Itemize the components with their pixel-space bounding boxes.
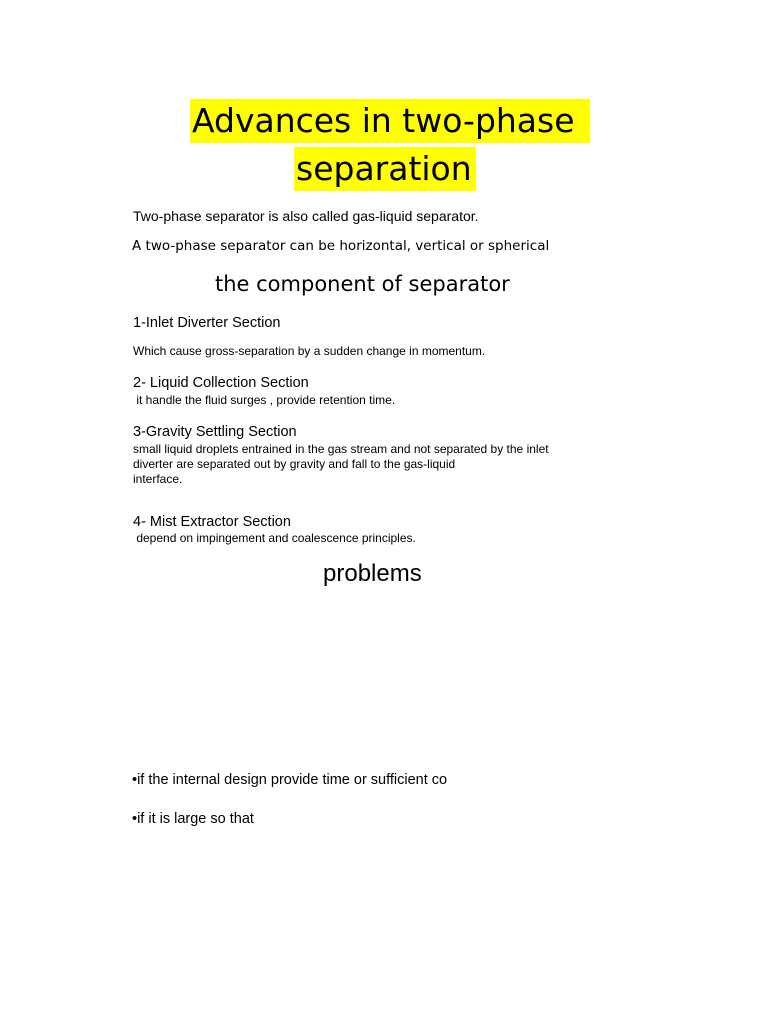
intro-paragraph-2: A two-phase separator can be horizontal, vertical or spherical	[132, 238, 550, 254]
section-2-text: it handle the fluid surges , provide retention time.	[133, 393, 396, 407]
section-1-heading: 1-Inlet Diverter Section	[133, 315, 281, 331]
section-3-text-line-3: interface.	[133, 472, 183, 486]
bullet-item-2: •if it is large so that	[132, 811, 254, 827]
components-heading: the component of separator	[215, 272, 510, 296]
section-4-heading: 4- Mist Extractor Section	[133, 514, 291, 530]
section-3-text-line-1: small liquid droplets entrained in the gas stream and not separated by the inlet	[133, 442, 549, 456]
bullet-item-1: •if the internal design provide time or sufficient co	[132, 772, 448, 788]
problems-heading: problems	[323, 560, 422, 587]
title-line-1: Advances in two-phase	[190, 99, 590, 143]
section-4-text: depend on impingement and coalescence principles.	[133, 531, 416, 545]
title-line-2: separation	[294, 147, 476, 191]
section-3-text-line-2: diverter are separated out by gravity and fall to the gas-liquid	[133, 457, 456, 471]
section-1-text: Which cause gross-separation by a sudden change in momentum.	[133, 344, 486, 358]
section-3-heading: 3-Gravity Settling Section	[133, 424, 297, 440]
intro-paragraph-1: Two-phase separator is also called gas-liquid separator.	[133, 208, 479, 224]
section-2-heading: 2- Liquid Collection Section	[133, 375, 309, 391]
